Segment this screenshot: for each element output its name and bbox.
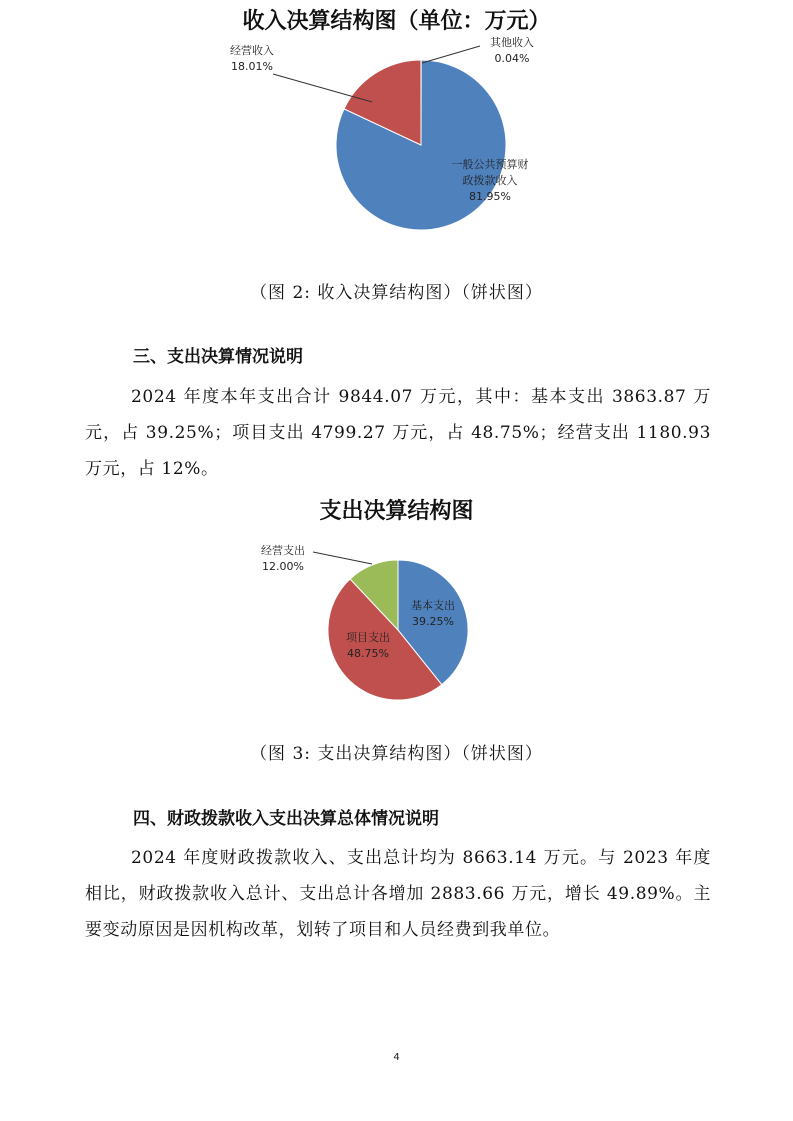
income-leader-operating	[273, 74, 372, 102]
expense-label-basic-pct: 39.25%	[412, 615, 454, 628]
income-leader-other	[422, 46, 480, 63]
income-label-general-line2: 政拨款收入	[462, 174, 518, 187]
income-label-general-line1: 一般公共预算财	[451, 158, 529, 171]
expense-section-body: 2024 年度本年支出合计 9844.07 万元，其中：基本支出 3863.87 万元，占 39.25%；项目支出 4799.27 万元，占 48.75%；经营支出 1180.93 万元，占 12%。	[85, 387, 711, 479]
fiscal-section-heading: 四、财政拨款收入支出决算总体情况说明	[133, 809, 439, 829]
expense-leader-operating	[313, 552, 372, 564]
figure-3-caption: （图 3: 支出决算结构图）（饼状图）	[250, 744, 543, 764]
income-label-other-name: 其他收入	[490, 36, 534, 49]
income-label-operating-name: 经营收入	[230, 44, 274, 57]
expense-label-project-pct: 48.75%	[347, 647, 389, 660]
page-number: 4	[393, 1052, 400, 1063]
expense-label-basic-name: 基本支出	[411, 599, 455, 612]
income-label-operating-pct: 18.01%	[231, 60, 273, 73]
expense-pie-chart	[0, 530, 793, 710]
expense-label-project-name: 项目支出	[346, 631, 390, 644]
income-pie-chart	[0, 30, 793, 245]
fiscal-section-body: 2024 年度财政拨款收入、支出总计均为 8663.14 万元。与 2023 年度相比，财政拨款收入总计、支出总计各增加 2883.66 万元，增长 49.89%。主要变动原因是因机构改革，划转了项目和人员经费到我单位。	[85, 848, 711, 940]
expense-label-operating-pct: 12.00%	[262, 560, 304, 573]
expense-chart-title: 支出决算结构图	[319, 499, 474, 524]
income-chart-title: 收入决算结构图（单位：万元）	[242, 9, 551, 34]
expense-section-heading: 三、支出决算情况说明	[133, 347, 303, 367]
income-label-other-pct: 0.04%	[494, 52, 530, 65]
expense-label-operating-name: 经营支出	[261, 544, 305, 557]
income-label-general-pct: 81.95%	[469, 190, 511, 203]
figure-2-caption: （图 2: 收入决算结构图）（饼状图）	[250, 283, 543, 303]
